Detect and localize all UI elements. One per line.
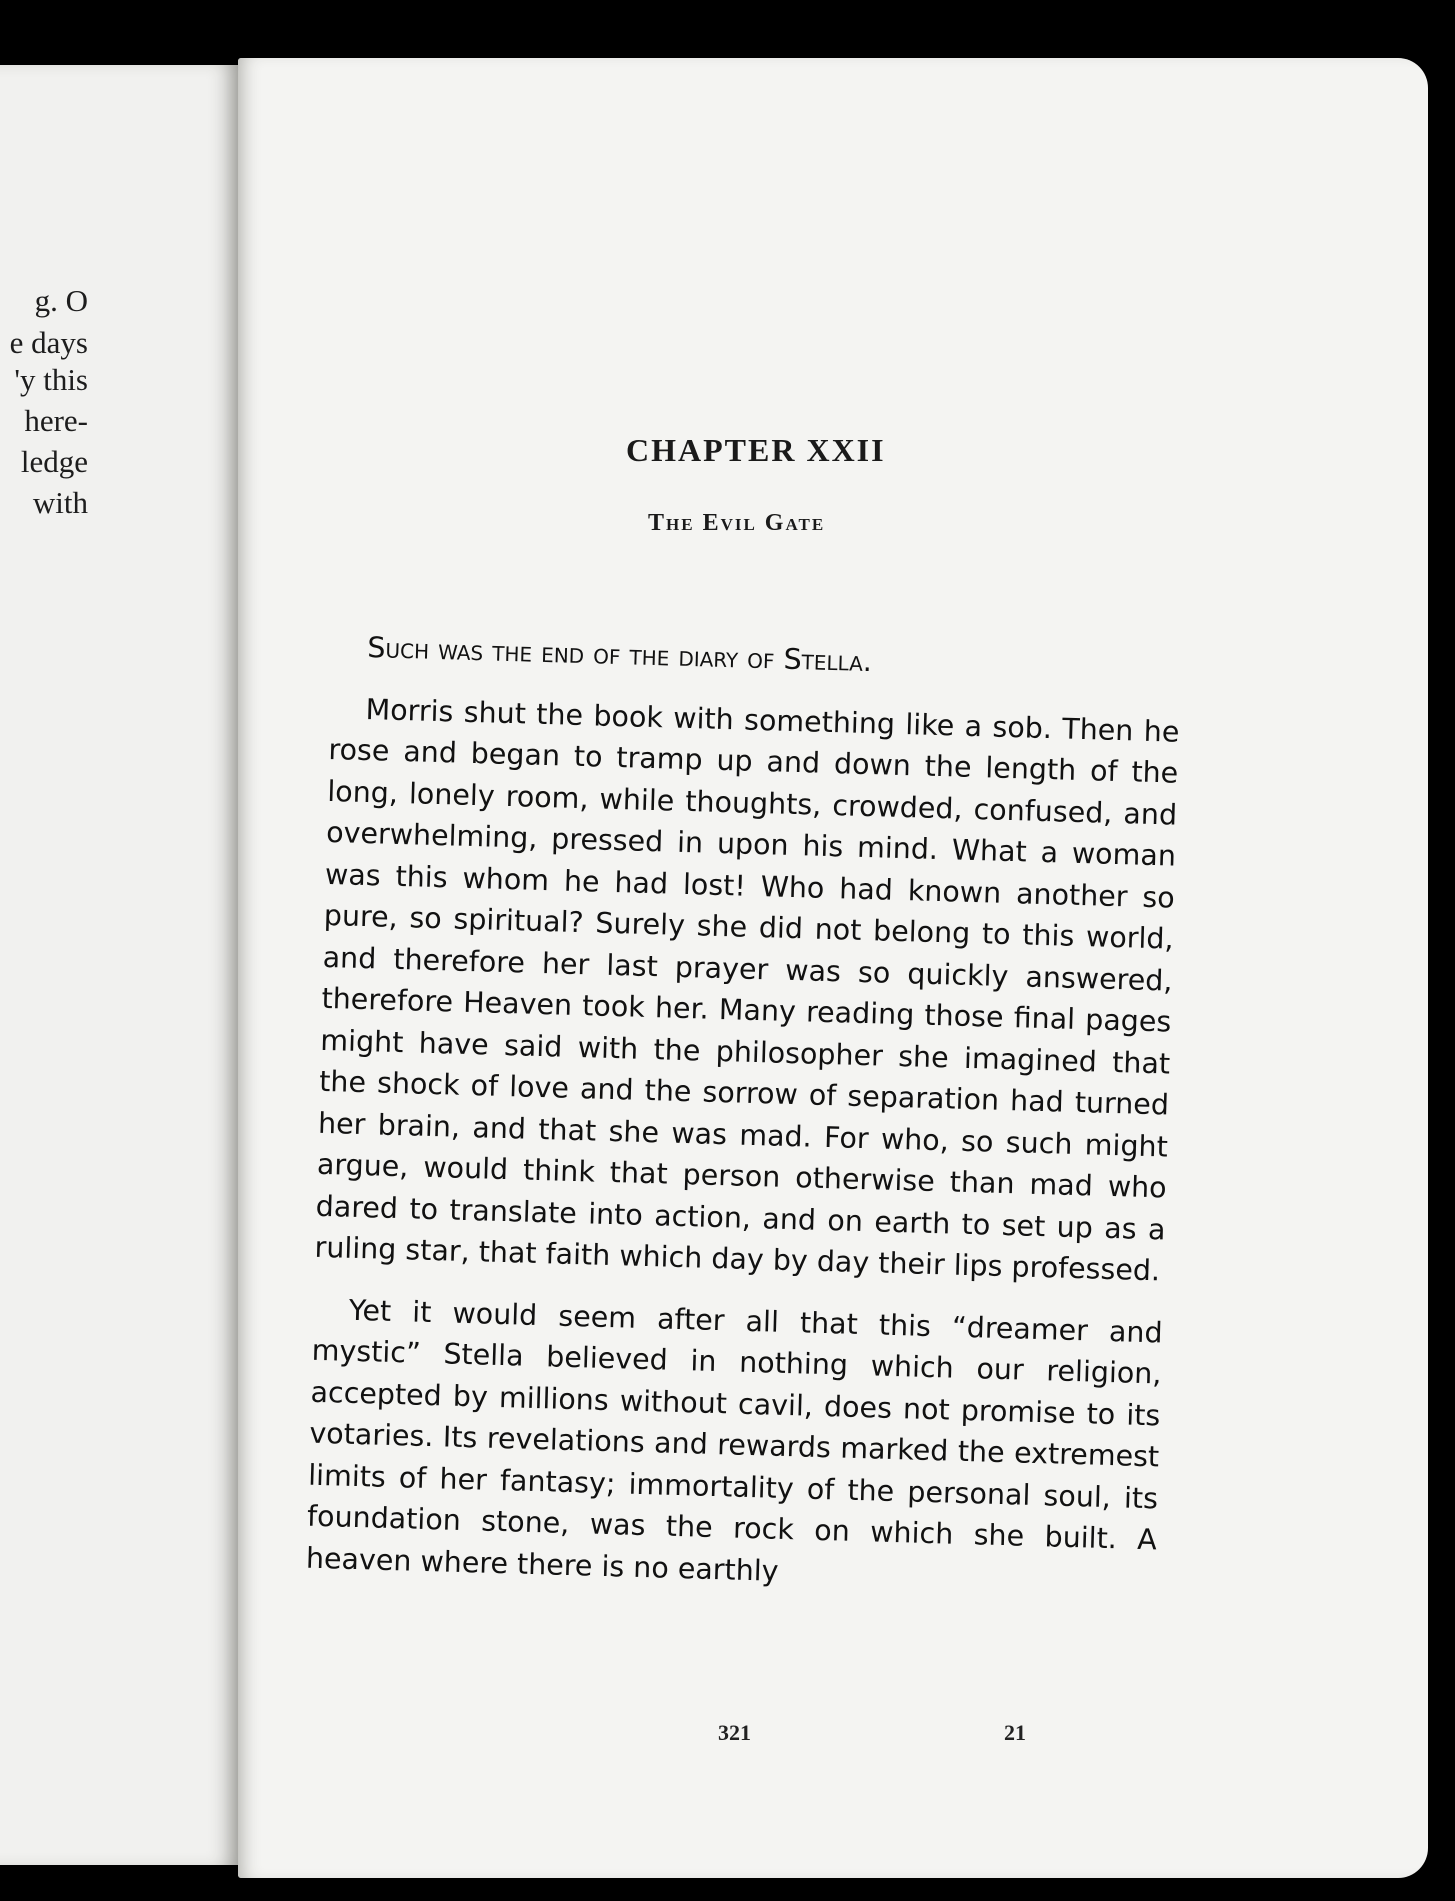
page-number: 321 [718, 1720, 751, 1745]
paragraph: Such was the end of the diary of Stella. [366, 631, 873, 679]
left-text-line: 'y this [14, 362, 88, 397]
body-text [305, 626, 1181, 1602]
chapter-heading: CHAPTER XXII [626, 432, 886, 468]
signature-mark: 21 [1004, 1720, 1026, 1745]
chapter-subtitle: The Evil Gate [648, 510, 826, 536]
left-text-line: with [32, 485, 88, 520]
paragraph: Yet it would seem after all that this “dreamer and mystic” Stella believed in nothing which our religion, accepted by millions without cavil, does not promise to its votaries. Its revelations and rewards marked the extremest limits of her fantasy; immortality of the personal soul, its foundation stone, was the rock on which she built. A heaven where there is no earthly [305, 1293, 1164, 1588]
left-text-line: ledge [20, 444, 88, 479]
left-text-line: e days [9, 325, 88, 360]
left-page [0, 65, 244, 1865]
left-text-line: g. O [34, 283, 88, 318]
paragraph: Morris shut the book with something like a sob. Then he rose and began to tramp up and down the length of the long, lonely room, while thoughts, crowded, confused, and overwhelming, pressed in upon his mind. What a woman was this whom he had lost! Who had known another so pure, so spiritual? Surely she did not belong to this world, and therefore her last prayer was so quickly answered, therefore Heaven took her. Many reading those final pages might have said with the philosopher she imagined that the shock of love and the sorrow of separation had turned her brain, and that she was mad. For who, so such might argue, would think that person otherwise than mad who dared to translate into action, and on earth to set up as a ruling star, that faith which day by day their lips professed. [314, 692, 1180, 1288]
left-text-line: here- [24, 403, 88, 438]
right-page [238, 58, 1428, 1878]
